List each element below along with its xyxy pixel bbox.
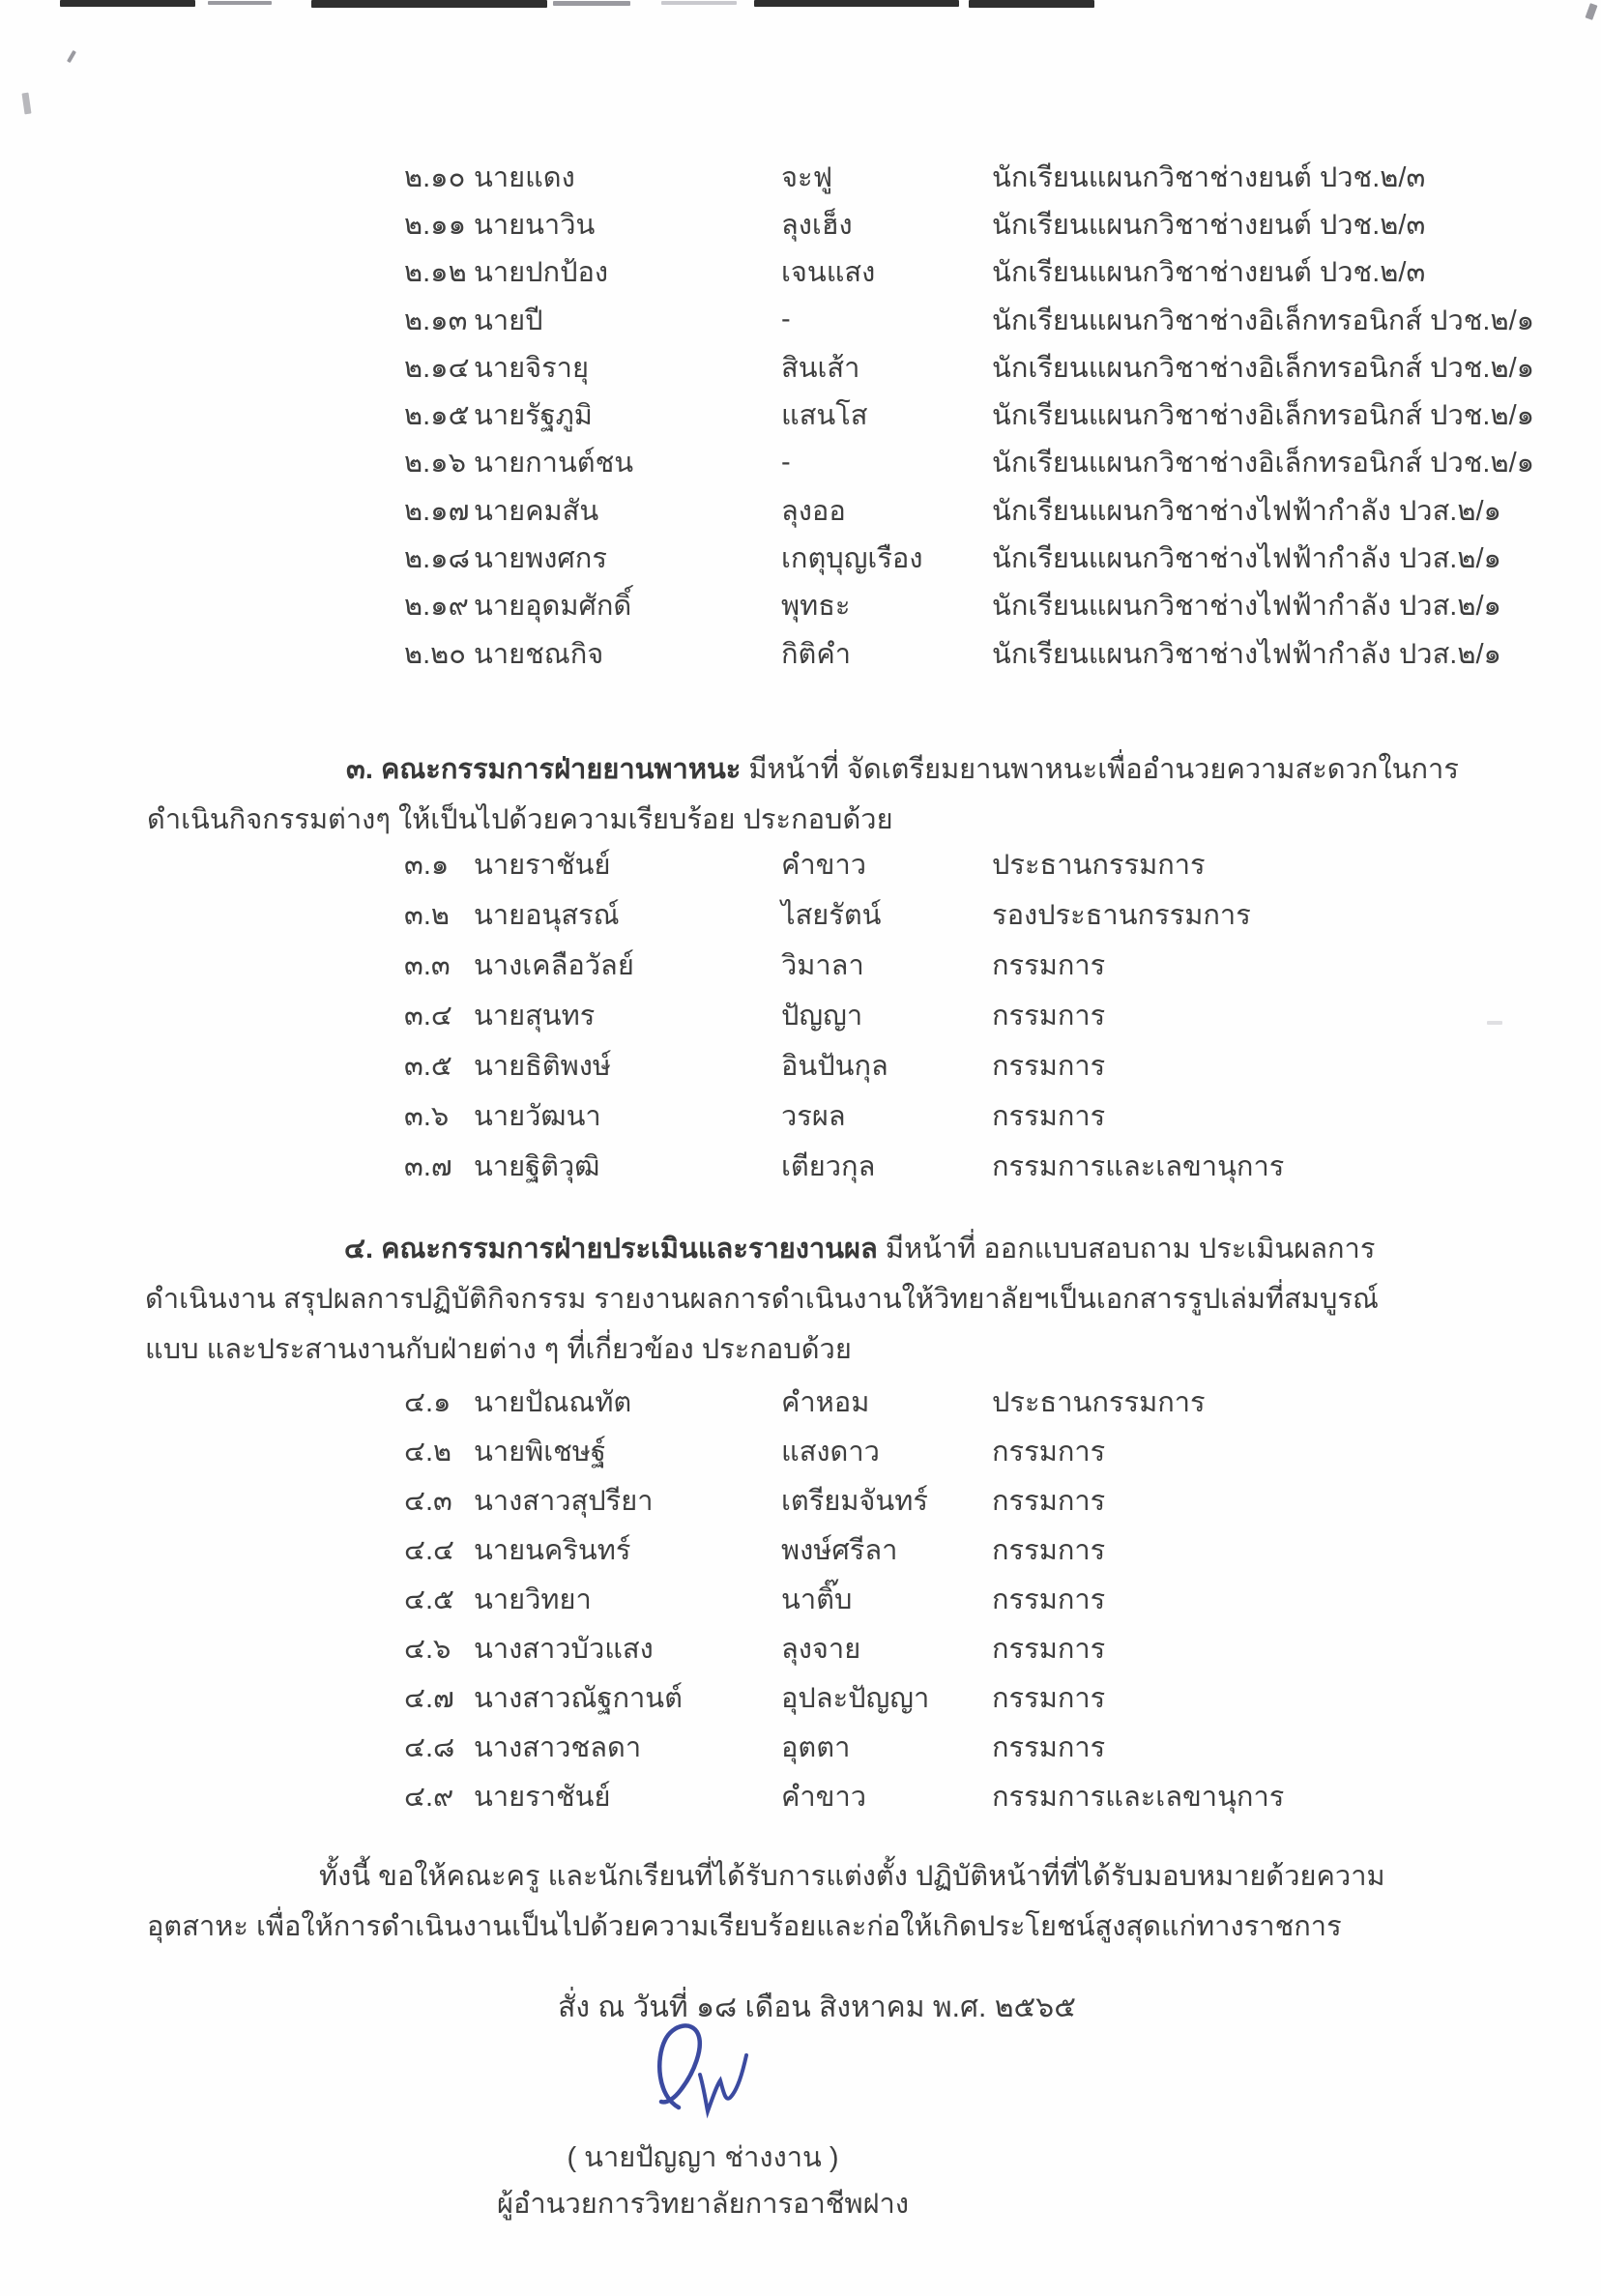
member-last-name: ลุงเฮ็ง [781, 209, 853, 241]
member-number: ๓.๔ [404, 1001, 452, 1032]
member-role: นักเรียนแผนกวิชาช่างอิเล็กทรอนิกส์ ปวช.๒/๑ [992, 305, 1535, 336]
table-row [404, 439, 1534, 486]
table-row [404, 1722, 1284, 1771]
member-number: ๒.๑๕ [404, 400, 470, 432]
section3-title: ๓. คณะกรรมการฝ่ายยานพาหนะ [346, 754, 742, 785]
member-role: กรรมการ [992, 1485, 1106, 1517]
member-last-name: เตรียมจันทร์ [781, 1485, 928, 1517]
member-number: ๒.๑๖ [404, 448, 466, 480]
member-number: ๓.๑ [404, 850, 450, 881]
member-first-name: นายกานต์ชน [474, 448, 634, 480]
scan-artifact-top [60, 0, 195, 7]
member-last-name: เกตุบุญเรือง [781, 543, 923, 575]
section3-duty: มีหน้าที่ จัดเตรียมยานพาหนะเพื่ออำนวยความสะดวกในการ [741, 754, 1459, 785]
order-date-line: สั่ง ณ วันที่ ๑๘ เดือน สิงหาคม พ.ศ. ๒๕๖๕ [558, 1991, 1076, 2023]
member-role: กรรมการและเลขานุการ [992, 1781, 1285, 1813]
member-last-name: วรผล [781, 1101, 846, 1132]
member-role: กรรมการ [992, 1534, 1106, 1566]
table-row [404, 839, 1284, 889]
member-first-name: นายอุดมศักดิ์ [474, 591, 632, 623]
member-last-name: วิมาลา [781, 950, 864, 981]
scan-artifact-top [661, 1, 737, 5]
member-first-name: นายชณกิจ [474, 638, 604, 670]
member-role: นักเรียนแผนกวิชาช่างไฟฟ้ากำลัง ปวส.๒/๑ [992, 543, 1501, 575]
member-last-name: - [781, 304, 791, 335]
member-role: นักเรียนแผนกวิชาช่างไฟฟ้ากำลัง ปวส.๒/๑ [992, 495, 1501, 527]
member-number: ๒.๑๗ [404, 495, 470, 527]
director-signature [646, 2013, 771, 2134]
table-row [404, 1525, 1284, 1574]
member-first-name: นายวัฒนา [474, 1101, 601, 1132]
member-first-name: นายจิรายุ [474, 352, 589, 384]
table-row [404, 486, 1534, 534]
member-role: นักเรียนแผนกวิชาช่างไฟฟ้ากำลัง ปวส.๒/๑ [992, 591, 1501, 623]
member-last-name: เจนแสง [781, 257, 876, 289]
member-first-name: นางสาวบัวแสง [474, 1633, 654, 1665]
member-first-name: นายพิเชษฐ์ [474, 1436, 606, 1468]
member-first-name: นางสาวสุปรียา [474, 1485, 654, 1517]
member-number: ๔.๔ [404, 1534, 454, 1566]
table-row [404, 1090, 1284, 1141]
scan-speck [67, 50, 76, 63]
table-row [404, 582, 1534, 629]
member-first-name: นายราชันย์ [474, 850, 611, 881]
member-role: นักเรียนแผนกวิชาช่างอิเล็กทรอนิกส์ ปวช.๒/๑ [992, 400, 1535, 432]
member-role: กรรมการ [992, 1682, 1106, 1714]
member-first-name: นายสุนทร [474, 1001, 596, 1032]
member-first-name: นายนาวิน [474, 209, 596, 241]
member-first-name: นายพงศกร [474, 543, 607, 575]
section4-duty: มีหน้าที่ ออกแบบสอบถาม ประเมินผลการ [877, 1234, 1376, 1264]
student-committee-list [404, 153, 1534, 677]
member-role: นักเรียนแผนกวิชาช่างอิเล็กทรอนิกส์ ปวช.๒/๑ [992, 448, 1535, 480]
section3-heading-line2: ดำเนินกิจกรรมต่างๆ ให้เป็นไปด้วยความเรียบร้อย ประกอบด้วย [147, 804, 893, 835]
member-number: ๒.๑๒ [404, 257, 467, 289]
member-last-name: ลุงจาย [781, 1633, 861, 1665]
member-number: ๔.๘ [404, 1731, 455, 1763]
member-last-name: คำขาว [781, 850, 867, 881]
table-row [404, 1771, 1284, 1820]
member-number: ๒.๑๐ [404, 161, 466, 193]
member-last-name: แสงดาว [781, 1436, 880, 1468]
member-role: กรรมการ [992, 1584, 1106, 1615]
vehicle-committee-list [404, 839, 1284, 1191]
member-last-name: พงษ์ศรีลา [781, 1534, 898, 1566]
member-number: ๓.๒ [404, 900, 450, 931]
scan-artifact-top [311, 0, 547, 8]
member-role: นักเรียนแผนกวิชาช่างยนต์ ปวช.๒/๓ [992, 161, 1426, 193]
member-first-name: นายแดง [474, 161, 575, 193]
scan-speck [22, 93, 32, 115]
scan-speck [1487, 1021, 1502, 1025]
member-role: กรรมการ [992, 1101, 1106, 1132]
member-number: ๒.๒๐ [404, 638, 466, 670]
table-row [404, 200, 1534, 247]
member-number: ๔.๗ [404, 1682, 454, 1714]
table-row [404, 248, 1534, 296]
member-last-name: - [781, 446, 791, 478]
table-row [404, 296, 1534, 343]
section4-title: ๔. คณะกรรมการฝ่ายประเมินและรายงานผล [344, 1234, 878, 1264]
evaluation-committee-list [404, 1377, 1284, 1820]
scan-artifact-top [754, 0, 959, 7]
section4-heading-line3: แบบ และประสานงานกับฝ่ายต่าง ๆ ที่เกี่ยวข้อง ประกอบด้วย [145, 1334, 852, 1365]
table-row [404, 1672, 1284, 1722]
signer-name: ( นายปัญญา ช่างงาน ) [567, 2142, 839, 2173]
section4-heading-line2: ดำเนินงาน สรุปผลการปฏิบัติกิจกรรม รายงานผลการดำเนินงานให้วิทยาลัยฯเป็นเอกสารรูปเล่มที่สมบูรณ์ [145, 1284, 1379, 1315]
member-number: ๒.๑๘ [404, 543, 470, 575]
table-row [404, 990, 1284, 1040]
member-role: นักเรียนแผนกวิชาช่างยนต์ ปวช.๒/๓ [992, 209, 1426, 241]
member-number: ๔.๒ [404, 1436, 452, 1468]
member-role: กรรมการและเลขานุการ [992, 1151, 1285, 1182]
member-last-name: อินปันกุล [781, 1051, 888, 1082]
member-last-name: ปัญญา [781, 1001, 863, 1032]
member-number: ๒.๑๑ [404, 209, 466, 241]
member-last-name: กิติคำ [781, 638, 852, 670]
table-row [404, 889, 1284, 940]
member-first-name: นายธิติพงษ์ [474, 1051, 612, 1082]
member-last-name: พุทธะ [781, 591, 851, 623]
table-row [404, 940, 1284, 990]
member-last-name: คำขาว [781, 1781, 867, 1813]
table-row [404, 1574, 1284, 1623]
member-number: ๒.๑๙ [404, 591, 469, 623]
member-last-name: สินเส้า [781, 352, 860, 384]
scan-artifact-top [553, 1, 630, 6]
closing-line1: ทั้งนี้ ขอให้คณะครู และนักเรียนที่ได้รับการแต่งตั้ง ปฏิบัติหน้าที่ที่ได้รับมอบหมายด้วยความ [319, 1861, 1385, 1892]
member-last-name: แสนโส [781, 400, 868, 432]
table-row [404, 1475, 1284, 1525]
scan-artifact-top [969, 0, 1094, 8]
member-number: ๔.๓ [404, 1485, 452, 1517]
member-number: ๔.๕ [404, 1584, 454, 1615]
member-number: ๓.๓ [404, 950, 451, 981]
member-role: กรรมการ [992, 1633, 1106, 1665]
scan-artifact-top [208, 1, 272, 5]
member-number: ๒.๑๔ [404, 352, 470, 384]
member-number: ๓.๖ [404, 1101, 450, 1132]
table-row [404, 629, 1534, 677]
member-first-name: นายอนุสรณ์ [474, 900, 620, 931]
member-first-name: นางสาวชลดา [474, 1731, 642, 1763]
member-last-name: อุตตา [781, 1731, 851, 1763]
member-number: ๔.๑ [404, 1386, 451, 1418]
member-number: ๓.๕ [404, 1051, 452, 1082]
member-role: กรรมการ [992, 1436, 1106, 1468]
member-role: กรรมการ [992, 1001, 1106, 1032]
member-first-name: นายคมสัน [474, 495, 599, 527]
table-row [404, 1040, 1284, 1090]
member-last-name: ไสยรัตน์ [781, 900, 882, 931]
table-row [404, 153, 1534, 200]
member-first-name: นายนครินทร์ [474, 1534, 631, 1566]
member-number: ๓.๗ [404, 1151, 452, 1182]
section4-heading [344, 1226, 1375, 1270]
member-first-name: นายฐิติวุฒิ [474, 1151, 600, 1182]
member-first-name: นางเคลือวัลย์ [474, 950, 634, 981]
member-role: รองประธานกรรมการ [992, 900, 1251, 931]
closing-line2: อุตสาหะ เพื่อให้การดำเนินงานเป็นไปด้วยความเรียบร้อยและก่อให้เกิดประโยชน์สูงสุดแก่ทางราชการ [147, 1911, 1342, 1942]
member-first-name: นายปี [474, 305, 543, 336]
table-row [404, 534, 1534, 581]
scan-artifact-corner [1586, 3, 1598, 20]
member-first-name: นายปกป้อง [474, 257, 609, 289]
member-role: นักเรียนแผนกวิชาช่างอิเล็กทรอนิกส์ ปวช.๒/๑ [992, 352, 1535, 384]
member-number: ๔.๖ [404, 1633, 451, 1665]
member-last-name: เตียวกุล [781, 1151, 876, 1182]
table-row [404, 1623, 1284, 1672]
table-row [404, 1426, 1284, 1475]
member-first-name: นายราชันย์ [474, 1781, 611, 1813]
member-first-name: นายวิทยา [474, 1584, 592, 1615]
member-last-name: คำหอม [781, 1386, 870, 1418]
member-role: กรรมการ [992, 1731, 1106, 1763]
table-row [404, 1377, 1284, 1426]
signer-title: ผู้อำนวยการวิทยาลัยการอาชีพฝาง [496, 2189, 909, 2220]
member-role: กรรมการ [992, 1051, 1106, 1082]
member-last-name: นาติ๊บ [781, 1584, 853, 1615]
section3-heading [346, 746, 1459, 791]
member-last-name: อุปละปัญญา [781, 1682, 930, 1714]
member-first-name: นายรัฐภูมิ [474, 400, 593, 432]
member-last-name: ลุงออ [781, 495, 846, 527]
member-role: นักเรียนแผนกวิชาช่างไฟฟ้ากำลัง ปวส.๒/๑ [992, 638, 1501, 670]
member-last-name: จะฟู [781, 161, 833, 193]
table-row [404, 343, 1534, 391]
member-role: นักเรียนแผนกวิชาช่างยนต์ ปวช.๒/๓ [992, 257, 1426, 289]
member-first-name: นางสาวณัฐกานต์ [474, 1682, 683, 1714]
table-row [404, 391, 1534, 438]
member-number: ๒.๑๓ [404, 305, 468, 336]
member-number: ๔.๙ [404, 1781, 454, 1813]
member-first-name: นายปัณณทัต [474, 1386, 632, 1418]
member-role: กรรมการ [992, 950, 1106, 981]
table-row [404, 1141, 1284, 1191]
member-role: ประธานกรรมการ [992, 850, 1206, 881]
member-role: ประธานกรรมการ [992, 1386, 1206, 1418]
